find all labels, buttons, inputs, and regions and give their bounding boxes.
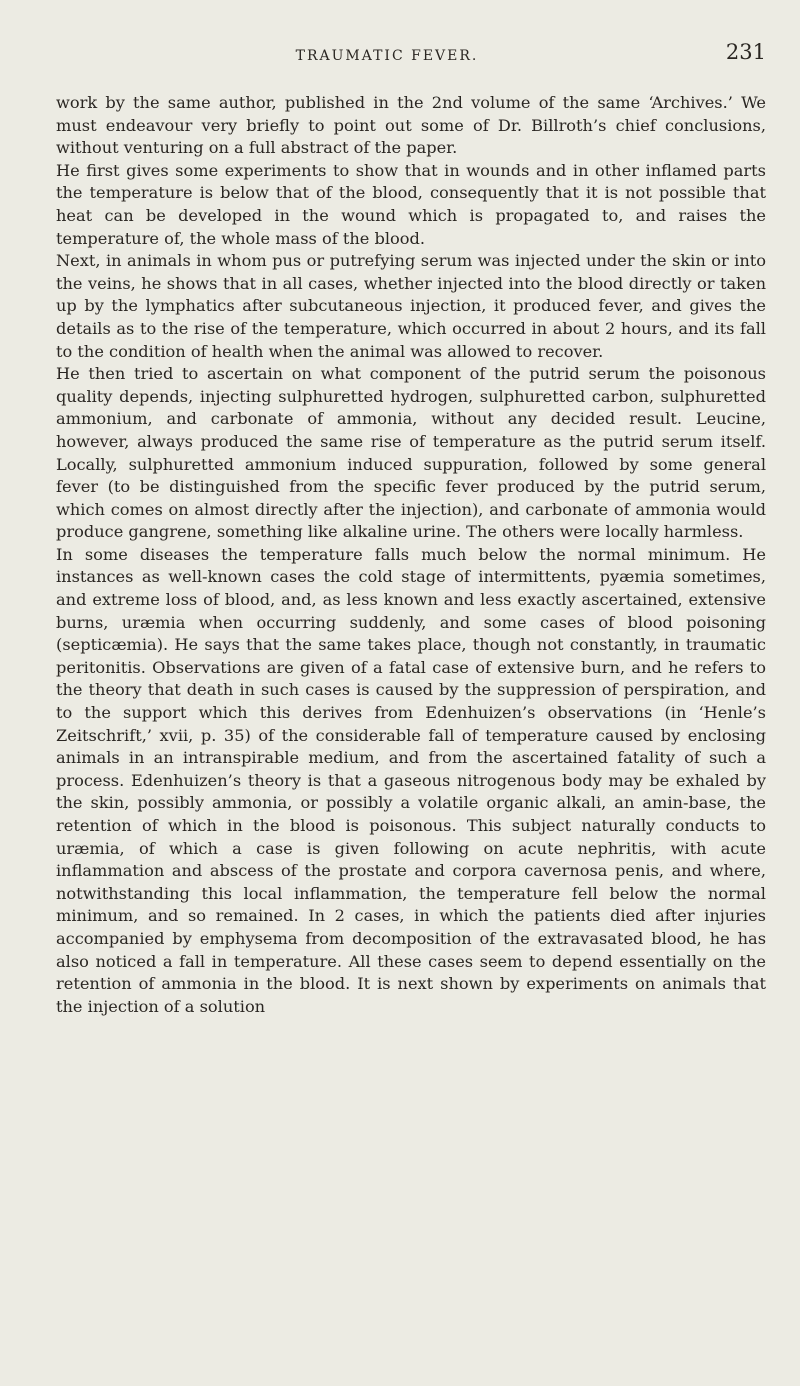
page-header: [56, 38, 766, 78]
paragraph-5: In some diseases the temperature falls much below the normal minimum. He instances as well-known cases the cold stage of intermittents, pyæmia sometimes, and extreme loss of blood, and, as less known and less exactly ascertained, extensive burns, uræmia when occurring suddenly, and some cases of blood poisoning (septicæmia). He says that the same takes place, though not constantly, in traumatic peritonitis. Observations are given of a fatal case of extensive burn, and he refers to the theory that death in such cases is caused by the suppression of perspiration, and to the support which this derives from Edenhuizen’s observations (in ‘Henle’s Zeitschrift,’ xvii, p. 35) of the considerable fall of temperature caused by enclosing animals in an intranspirable medium, and from the ascertained fatality of such a process. Edenhuizen’s theory is that a gaseous nitrogenous body may be exhaled by the skin, possibly ammonia, or possibly a volatile organic alkali, an amin-base, the retention of which in the blood is poisonous. This subject naturally conducts to uræmia, of which a case is given following on acute nephritis, with acute inflammation and abscess of the prostate and corpora cavernosa penis, and where, notwithstanding this local inflammation, the temperature fell below the normal minimum, and so remained. In 2 cases, in which the patients died after injuries accompanied by emphysema from decomposition of the extravasated blood, he has also noticed a fall in temperature. All these cases seem to depend essentially on the retention of ammonia in the blood. It is next shown by experiments on animals that the injection of a solution: [56, 544, 766, 1016]
paragraph-1: work by the same author, published in the 2nd volume of the same ‘Archives.’ We must endeavour very briefly to point out some of Dr. Billroth’s chief conclusions, without venturing on a full abstract of the paper.: [56, 93, 766, 158]
paragraph-3: Next, in animals in whom pus or putrefying serum was injected under the skin or into the veins, he shows that in all cases, whether injected into the blood directly or taken up by the lymphatics after subcutaneous injection, it produced fever, and gives the details as to the rise of the temperature, which occurred in about 2 hours, and its fall to the condition of health when the animal was allowed to recover.: [56, 251, 766, 361]
page-number: 231: [725, 40, 766, 64]
paragraph-2: He first gives some experiments to show that in wounds and in other inflamed parts the temperature is below that of the blood, consequently that it is not possible that heat can be developed in the wound which is propagated to, and raises the temperature of, the whole mass of the blood.: [56, 160, 766, 248]
paragraph-4: He then tried to ascertain on what component of the putrid serum the poisonous quality depends, injecting sulphuretted hydrogen, sulphuretted carbon, sulphuretted ammonium, and carbonate of ammonia, without any decided result. Leucine, however, always produced the same rise of temperature as the putrid serum itself. Locally, sulphuretted ammonium induced suppuration, followed by some general fever (to be distinguished from the specific fever produced by the putrid serum, which comes on almost directly after the injection), and carbonate of ammonia would produce gangrene, something like alkaline urine. The others were locally harmless.: [56, 364, 766, 542]
body-text: [56, 92, 766, 1018]
running-head: TRAUMATIC FEVER.: [295, 48, 479, 64]
